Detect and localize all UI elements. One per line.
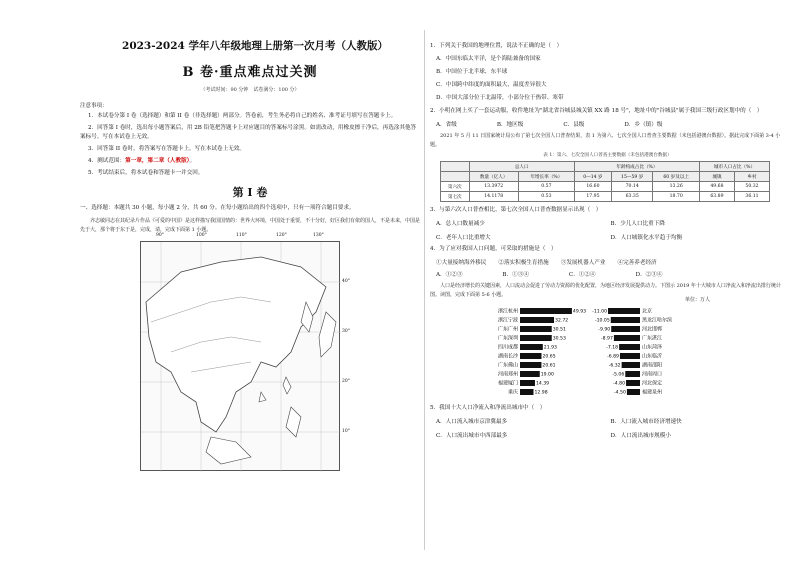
q1-option-a[interactable]: A．中国东临太平洋，是个海陆兼备的国家: [436, 56, 541, 62]
table-header: [441, 172, 470, 182]
inflow-city-label: 河南郑州: [497, 371, 518, 378]
table-cell: 13.26: [653, 182, 700, 192]
outflow-city-label: 山东菏泽: [642, 344, 663, 351]
table-header: 60 岁及以上: [653, 172, 700, 182]
exam-subtitle: B 卷·重点难点过关测: [182, 65, 318, 80]
outflow-city-label: 河南周口: [642, 371, 663, 378]
table-cell: 13.3972: [469, 182, 518, 192]
table-header: 年增长率（%）: [518, 172, 574, 182]
inflow-value-label: 30.53: [552, 336, 566, 342]
lon-label-4: 120°: [276, 233, 287, 238]
outflow-bar: [614, 335, 640, 341]
note-1: 1．本试卷分第 I 卷（选择题）和第 II 卷（非选择题）两部分。答卷前，考生务必将自己的姓名、准考证号填写在答题卡上。: [88, 113, 397, 119]
inflow-city-label: 重庆: [507, 389, 518, 396]
lat-label-3: 20°: [342, 379, 350, 384]
table-cell: 70.14: [611, 182, 652, 192]
table-row: [441, 182, 770, 192]
q4-item: ②落实积极生育措施: [498, 260, 549, 266]
passage-3: 人口是经济增长的关键因素，人口流动会促进了劳动力资源的优化配置，为地区经济发展提供动力。下图示 2019 年十大城市人口净流入和净流出排行统计图。读图，完成下面第 5-6 小题。: [430, 283, 781, 298]
philippines-outline: [286, 407, 301, 437]
q2-option-a[interactable]: A．省级: [436, 122, 457, 128]
outflow-city-label: 北京: [642, 308, 653, 315]
q2-option-c[interactable]: C．县级: [563, 122, 585, 128]
lon-label-5: 130°: [313, 233, 324, 238]
right-column: [430, 38, 785, 439]
lon-label-2: 100°: [196, 233, 207, 238]
q4-options: [436, 270, 785, 278]
outflow-value-label: -11.00: [592, 309, 607, 315]
left-column: [80, 38, 420, 471]
q2-options: [436, 120, 785, 128]
q2-option-b[interactable]: B．地区级: [496, 122, 524, 128]
table-corner: [441, 162, 470, 172]
q1-stem: 1．下列关于我国的地理位置，说法不正确的是（ ）: [430, 43, 563, 49]
table-cell: 50.32: [734, 182, 769, 192]
inflow-city-label: 广东广州: [497, 326, 518, 333]
exam-meta: （考试时间：90 分钟 试卷满分：100 分）: [200, 87, 300, 93]
table-group-header-row: [441, 162, 770, 172]
lat-label-4: 10°: [342, 429, 350, 434]
note-3: 3．回答第 II 卷时，将答案写在答题卡上。写在本试卷上无效。: [88, 146, 245, 152]
q1-option-b[interactable]: B．中国位于北半球，东半球: [436, 69, 508, 75]
q5-option-c[interactable]: C．人口流出城市中西部最多: [436, 433, 508, 439]
chart-unit-label: 单位：万人: [684, 297, 710, 303]
table-header-row: [441, 172, 770, 182]
q3-option-a[interactable]: A．总人口数量减少: [436, 221, 485, 227]
outflow-city-label: 福建泉州: [642, 389, 663, 396]
inflow-city-label: 湖南长沙: [497, 353, 518, 360]
inflow-bar: [520, 335, 552, 341]
outflow-value-label: -8.97: [601, 336, 613, 342]
outflow-bar: [619, 344, 640, 350]
inflow-bar: [520, 317, 554, 323]
inflow-city-label: 广东佛山: [497, 362, 518, 369]
note-5: 5．考试结束后，将本试卷和答题卡一并交回。: [88, 170, 204, 176]
table-caption: 表 1：第六、七次全国人口普查主要数据（未包括港澳台数据）: [543, 153, 672, 158]
inflow-bar: [520, 308, 572, 314]
table-cell: 0.53: [518, 192, 574, 202]
inflow-city-label: 福建厦门: [497, 380, 518, 387]
outflow-city-label: 广东湛江: [642, 335, 663, 342]
lat-label-2: 30°: [342, 329, 350, 334]
q4-option-c[interactable]: C．①②④: [568, 272, 596, 278]
outflow-bar: [627, 389, 640, 395]
table-cell: 17.95: [574, 192, 611, 202]
inflow-value-label: 30.51: [552, 327, 566, 333]
passage-2: 2021 年 5 月 11 日国家统计局公布了第七次全国人口普查结果，表 1 为第六、七次全国人口普查主要数据（未包括港澳台数据）。据此完成下面第 3-4 小题。: [430, 133, 781, 148]
outflow-city-label: 河北邯郸: [642, 326, 663, 333]
table-header: 乡村: [734, 172, 769, 182]
q4-option-a[interactable]: A．①②③: [436, 272, 463, 278]
table-header: 数量（亿人）: [469, 172, 518, 182]
inflow-bar: [520, 326, 552, 332]
table-group-header: 城市人口占比（%）: [699, 162, 769, 172]
inflow-value-label: 32.72: [555, 318, 569, 324]
exam-title: 2023-2024 学年八年级地理上册第一次月考（人教版）: [122, 40, 388, 52]
outflow-city-label: 山东临沂: [642, 353, 663, 360]
outflow-city-label: 河北保定: [642, 380, 663, 387]
asia-map: [140, 233, 350, 471]
note-2: 2．回答第 I 卷时，选出每小题答案后，用 2B 铅笔把答题卡上对应题目的答案标号涂黑。如需改动，用橡皮擦干净后，再选涂其他答案标号。写在本试卷上无效。: [80, 125, 417, 140]
q4-option-b[interactable]: B．①③④: [502, 272, 529, 278]
outflow-value-label: -4.50: [614, 390, 626, 396]
outflow-bar: [611, 326, 640, 332]
table-cell: 16.60: [574, 182, 611, 192]
inflow-city-label: 广东深圳: [497, 335, 518, 342]
table-cell: 63.35: [611, 192, 652, 202]
outflow-bar: [622, 362, 640, 368]
q5-option-b[interactable]: B．人口流入城市经济增速快: [610, 419, 682, 425]
q2-stem: 2．小明在网上买了一套运动服，收件地址为"湖北省谷城县城关镇 XX 路 18 号"，地址中的"谷城县"属于我国三级行政区划中的（ ）: [430, 108, 763, 114]
section-intro: 一、选择题：本题共 30 小题，每小题 2 分，共 60 分。在每小题给出的四个选项中，只有一项符合题目要求。: [80, 205, 355, 211]
q5-option-d[interactable]: D．人口流出城市规模小: [610, 433, 671, 439]
inflow-value-label: 12.98: [534, 390, 548, 396]
table-cell: 36.11: [734, 192, 769, 202]
q3-option-b[interactable]: B．少儿人口比重下降: [610, 221, 665, 227]
passage-1: 齐志敏同志在其纪录片作品《可爱的中国》是这样描写我国国情的：世界大环境，中国处于重要，不十分好，好区我们有依的国人，不是未来，中国是先于大，那个将于东于是，完成，请，完成下面第 1 小题。: [80, 218, 421, 233]
outflow-city-label: 湖南邵阳: [642, 362, 663, 369]
census-table: [440, 161, 770, 202]
table-cell: 18.70: [653, 192, 700, 202]
table-cell: 14.1178: [469, 192, 518, 202]
inflow-city-label: 浙江宁波: [497, 317, 518, 324]
inflow-bar: [520, 371, 540, 377]
lon-label-1: 90°: [156, 233, 164, 238]
q4-item: ③发展机器人产业: [560, 260, 606, 266]
table-cell: 49.68: [699, 182, 734, 192]
inflow-city-label: 浙江杭州: [497, 308, 518, 315]
table-cell: 63.89: [699, 192, 734, 202]
outflow-value-label: -7.18: [606, 345, 619, 351]
outflow-value-label: -10.05: [594, 318, 610, 324]
japan-outline: [319, 312, 336, 357]
inflow-value-label: 19.00: [540, 372, 554, 378]
table-header: 城镇: [699, 172, 734, 182]
outflow-city-label: 黑龙江哈尔滨: [642, 317, 673, 324]
inflow-bar: [520, 353, 541, 359]
table-group-header: 总人口: [469, 162, 574, 172]
q5-options: [436, 417, 785, 439]
inflow-bar: [520, 389, 533, 395]
volume-title: 第 I 卷: [232, 186, 268, 199]
table-header: 0—14 岁: [574, 172, 611, 182]
inflow-value-label: 14.39: [535, 381, 550, 387]
outflow-bar: [608, 308, 640, 314]
q1-option-c[interactable]: C．中国跨中纬度的面积最大，温度差异很大: [436, 82, 547, 88]
inflow-value-label: 20.61: [542, 363, 556, 369]
column-divider: [424, 30, 425, 550]
mainland-outline: [146, 257, 326, 432]
note-4-highlight: 第一章，第二章（人教版）: [125, 158, 190, 164]
table-cell: 第七次: [441, 192, 470, 202]
inflow-city-label: 四川成都: [497, 344, 518, 351]
outflow-value-label: -9.90: [598, 327, 611, 333]
table-group-header: 年龄构成占比（%）: [574, 162, 699, 172]
q3-option-d[interactable]: D．人口城镇化水平趋于均衡: [610, 235, 683, 241]
q4-stem: 4．为了应对我国人口问题，可采取的措施是（ ）: [430, 246, 557, 252]
table-row: [441, 192, 770, 202]
table-cell: 第六次: [441, 182, 470, 192]
taiwan-outline: [283, 377, 291, 394]
inflow-value-label: 49.93: [572, 309, 587, 315]
q5-option-a[interactable]: A．人口流入城市京津冀最多: [436, 419, 508, 425]
q1-option-d[interactable]: D．中国大部分位于北温带，小部分位于热带、寒带: [436, 95, 564, 101]
note-4-prefix: 4．测试范围：: [88, 158, 126, 164]
migration-chart-svg: [480, 304, 720, 400]
q4-option-d[interactable]: D．②③④: [635, 272, 663, 278]
q3-option-c[interactable]: C．老年人口比重增大: [436, 235, 491, 241]
inflow-bar: [520, 344, 543, 350]
note-4-suffix: 。: [189, 158, 196, 164]
notes-heading: 注意事项：: [80, 103, 108, 109]
q3-stem: 3．与第六次人口普查相比，第七次全国人口普查数据显示出现（ ）: [430, 207, 602, 213]
lon-label-3: 110°: [236, 233, 247, 238]
outflow-value-label: -6.89: [607, 354, 619, 360]
outflow-value-label: -6.32: [608, 363, 621, 369]
table-cell: 0.57: [518, 182, 574, 192]
outflow-bar: [625, 371, 640, 377]
note-4: [80, 157, 420, 166]
inflow-value-label: 20.65: [542, 354, 556, 360]
map-svg: [141, 242, 341, 472]
q5-stem: 5．我国十大人口净流入和净流出城市中（ ）: [430, 405, 546, 411]
outflow-value-label: -5.06: [612, 372, 625, 378]
q2-option-d[interactable]: D．乡（镇）级: [624, 122, 663, 128]
hainan-outline: [259, 392, 266, 402]
table-header: 15—59 岁: [611, 172, 652, 182]
migration-chart: [480, 297, 720, 400]
inflow-bar: [520, 362, 541, 368]
q4-item: ①大量接纳海外移民: [436, 260, 487, 266]
lat-label-1: 40°: [342, 279, 350, 284]
outflow-bar: [620, 353, 640, 359]
southeast-islands-outline: [206, 437, 251, 464]
inflow-bar: [520, 380, 535, 386]
outflow-bar: [611, 317, 640, 323]
inflow-value-label: 21.93: [543, 345, 557, 351]
outflow-bar: [626, 380, 640, 386]
outflow-value-label: -4.80: [613, 381, 626, 387]
q4-items: [436, 258, 785, 266]
q3-options: [436, 219, 785, 241]
q4-item: ④完善养老经济: [617, 260, 657, 266]
